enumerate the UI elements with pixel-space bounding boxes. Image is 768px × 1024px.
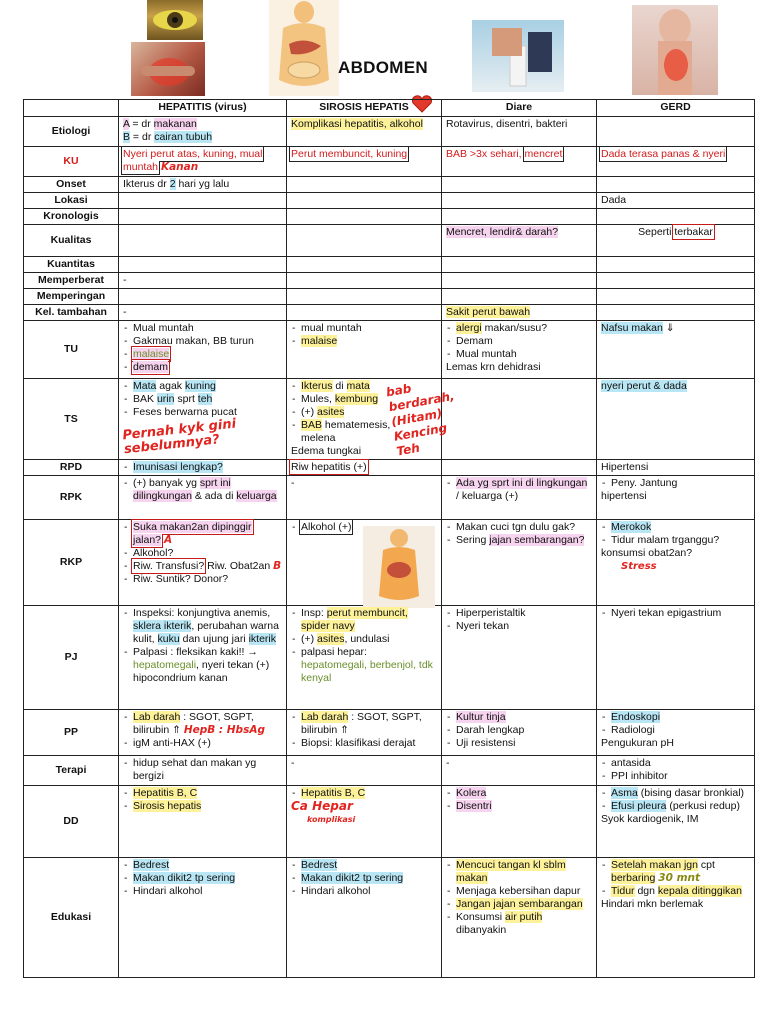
cell-tu-sirosis xyxy=(287,321,442,379)
yellow-eye-image xyxy=(147,0,203,40)
label-kualitas: Kualitas xyxy=(24,225,119,257)
list-item: - palpasi hepar: xyxy=(301,646,437,659)
cell-edukasi-sirosis xyxy=(287,858,442,978)
list-item: - Hepatitis B, C xyxy=(133,787,282,800)
list-item: - Setelah makan jgn cpt berbaring 30 mnt xyxy=(611,859,750,885)
label-onset: Onset xyxy=(24,177,119,193)
cell-lokasi-gerd: Dada xyxy=(597,193,755,209)
label-terapi: Terapi xyxy=(24,756,119,786)
cell-ku-diare: BAB >3x sehari, mencret xyxy=(442,147,597,177)
row-ku xyxy=(24,147,755,177)
cell-ts-hepatitis xyxy=(119,379,287,460)
label-kronologis: Kronologis xyxy=(24,209,119,225)
list-item: - Hiperperistaltik xyxy=(456,607,592,620)
row-pp xyxy=(24,710,755,756)
list-item: - igM anti-HAX (+) xyxy=(133,737,282,750)
cell-rpk-gerd: - Peny. Jantung hipertensi xyxy=(597,476,755,520)
cell-kualitas-diare: Mencret, lendir& darah? xyxy=(442,225,597,257)
cell-onset-hepatitis: Ikterus dr 2 hari yg lalu xyxy=(119,177,287,193)
row-lokasi xyxy=(24,193,755,209)
list-item: - Konsumsi air putih dibanyakin xyxy=(456,911,592,937)
list-item: - Disentri xyxy=(456,800,592,813)
label-rpd: RPD xyxy=(24,460,119,476)
cell-terapi-sirosis: - xyxy=(287,756,442,786)
list-item: - Kolera xyxy=(456,787,592,800)
label-dd: DD xyxy=(24,786,119,858)
cell-tu-diare: - alergi makan/susu? - Demam - Mual muntah Lemas krn dehidrasi xyxy=(442,321,597,379)
list-item: - malaise xyxy=(301,335,437,348)
row-memperingan xyxy=(24,289,755,305)
cell-rkp-gerd: - Merokok - Tidur malam trganggu? konsumsi obat2an? Stress xyxy=(597,520,755,606)
cell-dd-hepatitis xyxy=(119,786,287,858)
label-pp: PP xyxy=(24,710,119,756)
cell-ku-sirosis: Perut membuncit, kuning xyxy=(287,147,442,177)
cell-terapi-hepatitis xyxy=(119,756,287,786)
list-item: - Riw. Transfusi? Riw. Obat2an B xyxy=(133,560,282,573)
diarrhea-image xyxy=(472,20,564,92)
label-ku: KU xyxy=(24,147,119,177)
list-item: - Ada yg sprt ini di lingkungan / keluarga (+) xyxy=(456,477,592,503)
list-item: - Ikterus di mata xyxy=(301,380,437,393)
label-memperingan: Memperingan xyxy=(24,289,119,305)
header-diare: Diare xyxy=(442,100,597,117)
row-ts xyxy=(24,379,755,460)
cell-rpk-hepatitis xyxy=(119,476,287,520)
row-terapi xyxy=(24,756,755,786)
cell-ts-gerd: nyeri perut & dada xyxy=(597,379,755,460)
list-item: - BAB hematemesis, melena xyxy=(301,419,391,445)
cell-etiologi-sirosis: Komplikasi hepatitis, alkohol xyxy=(287,117,442,147)
header-gerd: GERD xyxy=(597,100,755,117)
list-item: - mual muntah xyxy=(301,322,437,335)
list-item: - Mual muntah xyxy=(456,348,592,361)
cell-rpd-hepatitis xyxy=(119,460,287,476)
gerd-chest-image xyxy=(632,5,718,95)
list-item: - hidup sehat dan makan yg bergizi xyxy=(133,757,282,783)
list-item: - Inspeksi: konjungtiva anemis, sklera ikterik, perubahan warna kulit, kuku dan ujung jari ikterik xyxy=(133,607,282,646)
list-item: - Hepatitis B, C xyxy=(301,787,437,800)
cell-pj-hepatitis xyxy=(119,606,287,710)
list-item: - Tidur dgn kepala ditinggikan xyxy=(611,885,750,898)
cell-dd-gerd: - Asma (bising dasar bronkial) - Efusi pleura (perkusi redup) Syok kardiogenik, IM xyxy=(597,786,755,858)
label-tu: TU xyxy=(24,321,119,379)
row-kronologis xyxy=(24,209,755,225)
list-item: - Darah lengkap xyxy=(456,724,592,737)
row-kuantitas xyxy=(24,257,755,273)
cell-memperberat-hepatitis: - xyxy=(119,273,287,289)
row-pj xyxy=(24,606,755,710)
list-item: - Palpasi : fleksikan kaki!! → hepatomegali, nyeri tekan (+) hipocondrium kanan xyxy=(133,646,282,685)
cell-pp-sirosis xyxy=(287,710,442,756)
list-item: - Insp: perut membuncit, spider navy xyxy=(301,607,437,633)
list-item: - Bedrest xyxy=(301,859,437,872)
list-item: - Makan dikit2 tp sering xyxy=(133,872,282,885)
list-item: - Nyeri tekan epigastrium xyxy=(611,607,750,620)
list-item: - Jangan jajan sembarangan xyxy=(456,898,592,911)
cell-etiologi-diare: Rotavirus, disentri, bakteri xyxy=(442,117,597,147)
label-pj: PJ xyxy=(24,606,119,710)
list-item: - Mules, kembung xyxy=(301,393,437,406)
label-lokasi: Lokasi xyxy=(24,193,119,209)
label-rpk: RPK xyxy=(24,476,119,520)
list-item: - Sirosis hepatis xyxy=(133,800,282,813)
list-item: - Mata agak kuning xyxy=(133,380,282,393)
page-title: ABDOMEN xyxy=(338,58,428,77)
list-item: - Feses berwarna pucat xyxy=(133,406,282,419)
list-item: - Lab darah : SGOT, SGPT, bilirubin ⇑ HepB : HbsAg xyxy=(133,711,282,737)
arrow-down-icon: ⇓ xyxy=(665,322,675,334)
label-memperberat: Memperberat xyxy=(24,273,119,289)
list-item: - Uji resistensi xyxy=(456,737,592,750)
cell-etiologi-gerd xyxy=(597,117,755,147)
list-item: - Menjaga kebersihan dapur xyxy=(456,885,592,898)
handwritten-note: Pernah kyk gini sebelumnya? xyxy=(121,416,237,458)
list-item: - Tidur malam trganggu? xyxy=(611,534,750,547)
label-etiologi: Etiologi xyxy=(24,117,119,147)
list-item: - Sering jajan sembarangan? xyxy=(456,534,592,547)
list-item: - Nyeri tekan xyxy=(456,620,592,633)
cell-pp-diare xyxy=(442,710,597,756)
list-item: - antasida xyxy=(611,757,750,770)
row-edukasi xyxy=(24,858,755,978)
cell-rkp-diare xyxy=(442,520,597,606)
cell-ku-gerd: Dada terasa panas & nyeri xyxy=(597,147,755,177)
list-item: - demam xyxy=(133,361,282,374)
cell-edukasi-hepatitis xyxy=(119,858,287,978)
cell-rkp-hepatitis xyxy=(119,520,287,606)
cell-pj-sirosis: - Insp: perut membuncit, spider navy - (+) asites, undulasi - palpasi hepar: hepatomegali, berbenjol, tdk kenyal xyxy=(287,606,442,710)
label-ts: TS xyxy=(24,379,119,460)
cell-pj-gerd xyxy=(597,606,755,710)
cell-edukasi-gerd: - Setelah makan jgn cpt berbaring 30 mnt - Tidur dgn kepala ditinggikan Hindari mkn berlemak xyxy=(597,858,755,978)
label-edukasi: Edukasi xyxy=(24,858,119,978)
cell-rpd-gerd: Hipertensi xyxy=(597,460,755,476)
row-kualitas xyxy=(24,225,755,257)
liver-anatomy-illustration xyxy=(363,526,435,608)
cell-pp-gerd: - Endoskopi - Radiologi Pengukuran pH xyxy=(597,710,755,756)
list-item: - Endoskopi xyxy=(611,711,750,724)
list-item: - Radiologi xyxy=(611,724,750,737)
label-rkp: RKP xyxy=(24,520,119,606)
list-item: - Kultur tinja xyxy=(456,711,592,724)
row-rpk xyxy=(24,476,755,520)
list-item: - Merokok xyxy=(611,521,750,534)
list-item: - PPI inhibitor xyxy=(611,770,750,783)
list-item: - Hindari alkohol xyxy=(133,885,282,898)
list-item: - Bedrest xyxy=(133,859,282,872)
cell-tu-hepatitis xyxy=(119,321,287,379)
cell-pp-hepatitis xyxy=(119,710,287,756)
list-item: - (+) asites, undulasi xyxy=(301,633,437,646)
cell-etiologi-hepatitis: A = dr makanan B = dr cairan tubuh xyxy=(119,117,287,147)
cell-rpk-sirosis: - xyxy=(287,476,442,520)
cell-edukasi-diare xyxy=(442,858,597,978)
cell-ku-hepatitis: Nyeri perut atas, kuning, mual muntah Kanan xyxy=(119,147,287,177)
row-dd xyxy=(24,786,755,858)
list-item: - Mual muntah xyxy=(133,322,282,335)
header-blank xyxy=(24,100,119,117)
list-item: - Efusi pleura (perkusi redup) xyxy=(611,800,750,813)
row-tu xyxy=(24,321,755,379)
list-item: - Biopsi: klasifikasi derajat xyxy=(301,737,437,750)
list-item: - BAK urin sprt teh xyxy=(133,393,282,406)
liver-body-illustration xyxy=(269,0,339,96)
header-row xyxy=(24,100,755,117)
list-item: - Mencuci tangan kl sblm makan xyxy=(456,859,592,885)
header-hepatitis: HEPATITIS (virus) xyxy=(119,100,287,117)
list-item: - Imunisasi lengkap? xyxy=(133,461,282,474)
row-etiologi xyxy=(24,117,755,147)
list-item: - (+) banyak yg sprt ini dilingkungan & ada di keluarga xyxy=(133,477,282,503)
list-item: - Lab darah : SGOT, SGPT, bilirubin ⇑ xyxy=(301,711,437,737)
cell-rpk-diare xyxy=(442,476,597,520)
list-item: - Asma (bising dasar bronkial) xyxy=(611,787,750,800)
list-item: - Peny. Jantung xyxy=(611,477,750,490)
row-kel-tambahan xyxy=(24,305,755,321)
cell-kel-diare: Sakit perut bawah xyxy=(442,305,597,321)
list-item: - (+) asites xyxy=(301,406,437,419)
row-memperberat xyxy=(24,273,755,289)
list-item: - Riw. Suntik? Donor? xyxy=(133,573,282,586)
list-item: - Makan cuci tgn dulu gak? xyxy=(456,521,592,534)
cell-dd-sirosis: - Hepatitis B, C Ca Hepar komplikasi xyxy=(287,786,442,858)
header-sirosis: SIROSIS HEPATIS xyxy=(287,100,442,117)
label-kuantitas: Kuantitas xyxy=(24,257,119,273)
cell-kualitas-gerd: Seperti terbakar xyxy=(597,225,755,257)
list-item: - Gakmau makan, BB turun xyxy=(133,335,282,348)
row-onset xyxy=(24,177,755,193)
list-item: - Makan dikit2 tp sering xyxy=(301,872,437,885)
cell-terapi-gerd xyxy=(597,756,755,786)
cell-rpd-sirosis: Riw hepatitis (+) xyxy=(287,460,442,476)
list-item: - alergi makan/susu? xyxy=(456,322,592,335)
abdomen-table xyxy=(23,99,755,978)
list-item: - Suka makan2an dipinggir jalan? A xyxy=(133,521,282,547)
cell-kel-hepatitis: - xyxy=(119,305,287,321)
list-item: - malaise xyxy=(133,348,282,361)
list-item: - Alkohol (+) xyxy=(301,521,437,534)
row-rpd xyxy=(24,460,755,476)
list-item: - Hindari alkohol xyxy=(301,885,437,898)
cell-ts-sirosis: - Ikterus di mata - Mules, kembung - (+) asites - BAB hematemesis, melena Edema tungkai bab berdarah, (Hitam) Kencing Teh xyxy=(287,379,442,460)
label-kel-tambahan: Kel. tambahan xyxy=(24,305,119,321)
cell-dd-diare xyxy=(442,786,597,858)
cell-terapi-diare: - xyxy=(442,756,597,786)
cell-rkp-sirosis xyxy=(287,520,442,606)
list-item: - Demam xyxy=(456,335,592,348)
cell-pj-diare xyxy=(442,606,597,710)
handwritten-note: bab berdarah, (Hitam) Kencing Teh xyxy=(385,381,456,459)
row-rkp xyxy=(24,520,755,606)
cell-tu-gerd: Nafsu makan ⇓ xyxy=(597,321,755,379)
stomach-pain-image xyxy=(131,42,205,96)
list-item: - Alkohol? xyxy=(133,547,282,560)
